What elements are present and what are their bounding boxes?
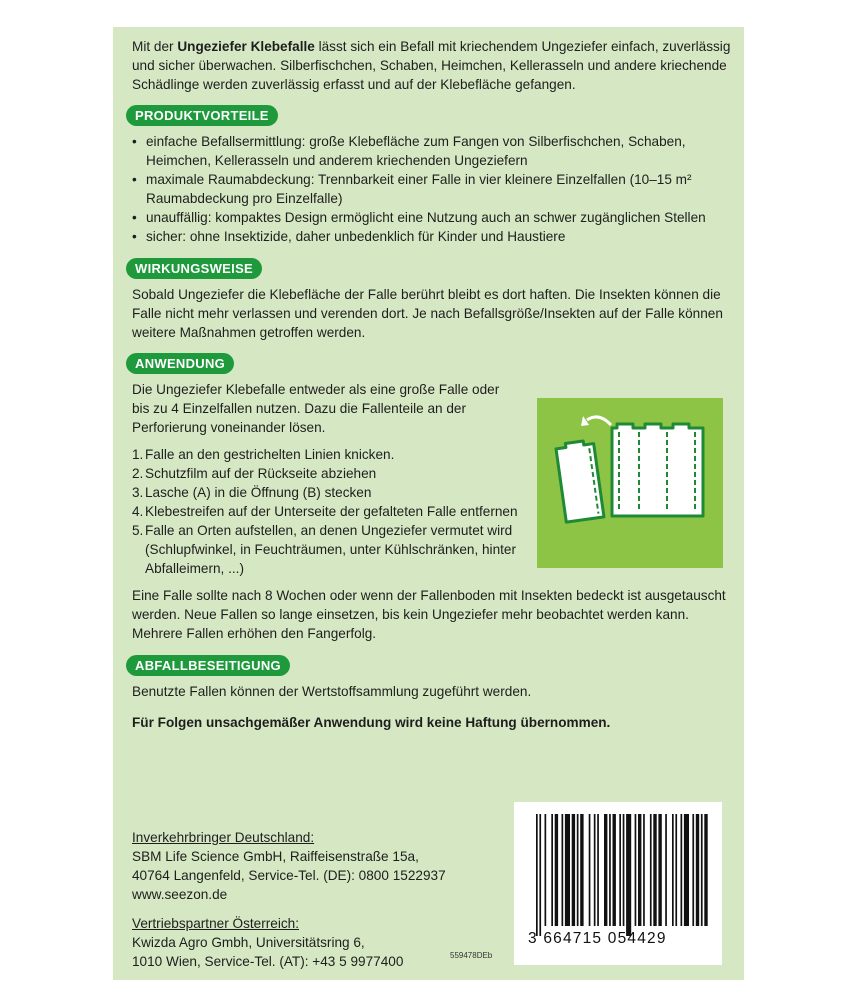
barcode-bar	[638, 814, 641, 926]
anwendung-outro: Eine Falle sollte nach 8 Wochen oder wenn der Fallenboden mit Insekten bedeckt ist ausgetauscht werden. Neue Fallen so lange einsetzen, bis kein Ungeziefer mehr beobachtet werden kann. Mehrere Fallen erhöhen den Fangerfolg.	[132, 588, 726, 641]
anwendung-steps	[132, 445, 522, 578]
trap-folding-diagram	[537, 398, 723, 568]
barcode-bar	[565, 814, 570, 926]
anwendung-intro: Die Ungeziefer Klebefalle entweder als eine große Falle oder bis zu 4 Einzelfallen nutzen. Dazu die Fallenteile an der Perforierung voneinander lösen.	[132, 382, 500, 435]
barcode-bar	[653, 814, 656, 926]
single-trap-strip	[555, 440, 603, 523]
barcode-bar	[684, 814, 689, 926]
barcode-bar	[626, 814, 631, 936]
barcode-bar	[643, 814, 645, 926]
vertriebspartner-label: Vertriebspartner Österreich:	[132, 916, 299, 931]
barcode-bar	[580, 814, 583, 926]
address-line: SBM Life Science GmbH, Raiffeisenstraße 15a,	[132, 849, 419, 864]
label-content	[132, 33, 732, 732]
barcode-bar	[572, 814, 575, 926]
address-line: 1010 Wien, Service-Tel. (AT): +43 5 9977400	[132, 954, 404, 969]
barcode-bar	[692, 814, 694, 926]
barcode-bar	[672, 814, 674, 926]
inverkehrbringer-label: Inverkehrbringer Deutschland:	[132, 830, 315, 845]
manufacturer-block	[132, 828, 446, 971]
trap-illustration	[537, 398, 723, 568]
list-item: 3. Lasche (A) in die Öffnung (B) stecken	[132, 485, 372, 500]
barcode-bar	[536, 814, 538, 936]
heading-abfallbeseitigung: ABFALLBESEITIGUNG	[126, 655, 290, 676]
list-item: • maximale Raumabdeckung: Trennbarkeit einer Falle in vier kleinere Einzelfallen (10–15 m² Raumabdeckung pro Einzelfalle)	[132, 170, 732, 208]
list-item: 4. Klebestreifen auf der Unterseite der gefalteten Falle entfernen	[132, 504, 518, 519]
wirkungsweise-text: Sobald Ungeziefer die Klebefläche der Falle berührt bleibt es dort haften. Die Insekten können die Falle nicht mehr verlassen und verenden dort. Je nach Befallsgröße/Insekten auf der Falle können weitere Maßnahmen getroffen werden.	[132, 287, 723, 340]
barcode	[514, 802, 722, 965]
barcode-bar	[658, 814, 661, 926]
heading-anwendung: ANWENDUNG	[126, 353, 234, 374]
four-trap-block	[612, 424, 703, 516]
barcode-bar	[623, 814, 625, 926]
barcode-bar	[594, 814, 596, 926]
barcode-bar	[681, 814, 683, 926]
heading-produktvorteile: PRODUKTVORTEILE	[126, 105, 278, 126]
barcode-bar	[577, 814, 579, 926]
barcode-bar	[597, 814, 599, 926]
website-link: www.seezon.de	[132, 887, 228, 902]
barcode-bar	[635, 814, 637, 926]
intro-text: Mit der Ungeziefer Klebefalle lässt sich ein Befall mit kriechendem Ungeziefer einfach, zuverlässig und sicher überwachen. Silberfischchen, Schaben, Heimchen, Kellerasseln und andere kriechende Schädlinge werden zuverlässig erfasst und auf der Klebefläche gefangen.	[132, 39, 731, 92]
barcode-bar	[665, 814, 667, 926]
barcode-bar	[650, 814, 652, 926]
list-item: 5. Falle an Orten aufstellen, an denen Ungeziefer vermutet wird (Schlupfwinkel, in Feuchträumen, unter Kühlschränken, hinter Abfalleimern, ...)	[132, 523, 517, 576]
article-code: 559478DEb	[450, 951, 493, 960]
rotate-arrow-icon	[587, 417, 611, 425]
address-line: Kwizda Agro Gmbh, Universitätsring 6,	[132, 935, 365, 950]
barcode-bar	[696, 814, 699, 926]
disclaimer: Für Folgen unsachgemäßer Anwendung wird keine Haftung übernommen.	[132, 715, 611, 730]
address-line: 40764 Langenfeld, Service-Tel. (DE): 0800 1522937	[132, 868, 446, 883]
barcode-bar	[701, 814, 703, 926]
barcode-bar	[613, 814, 616, 926]
heading-wirkungsweise: WIRKUNGSWEISE	[126, 258, 262, 279]
barcode-bar	[545, 814, 547, 926]
abfall-text: Benutzte Fallen können der Wertstoffsammlung zugeführt werden.	[132, 684, 532, 699]
barcode-number: 3 664715 054429	[528, 930, 667, 947]
barcode-bar	[555, 814, 558, 926]
list-item: 2. Schutzfilm auf der Rückseite abziehen	[132, 466, 377, 481]
barcode-bar	[609, 814, 611, 926]
barcode-bar	[539, 814, 541, 936]
list-item: 1. Falle an den gestrichelten Linien knicken.	[132, 447, 395, 462]
barcode-bar	[704, 814, 707, 926]
barcode-bar	[562, 814, 564, 926]
product-name: Ungeziefer Klebefalle	[177, 39, 315, 54]
barcode-bar	[589, 814, 591, 926]
barcode-bar	[604, 814, 607, 926]
list-item: • sicher: ohne Insektizide, daher unbedenklich für Kinder und Haustiere	[132, 227, 732, 246]
produktvorteile-list	[132, 132, 732, 246]
list-item: • unauffällig: kompaktes Design ermöglicht eine Nutzung auch an schwer zugänglichen Stellen	[132, 208, 732, 227]
barcode-bar	[675, 814, 677, 926]
list-item: • einfache Befallsermittlung: große Klebefläche zum Fangen von Silberfischchen, Schaben, Heimchen, Kellerasseln und anderem kriechenden Ungeziefern	[132, 132, 732, 170]
barcode-bar	[619, 814, 621, 926]
barcode-bar	[551, 814, 553, 926]
